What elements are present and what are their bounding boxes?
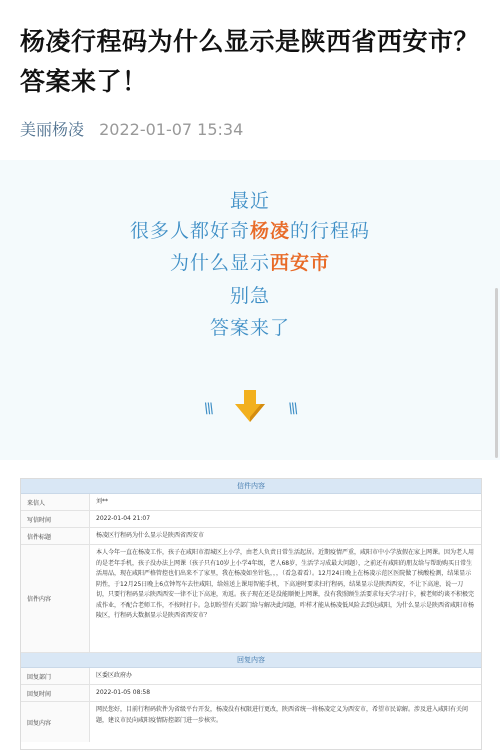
row-label: 写信时间: [21, 511, 90, 527]
row-label: 回复时间: [21, 685, 90, 701]
reply-body-text: 网民您好，目前行程码软件为省级平台开发，杨凌没有权限进行更改，陕西省统一将杨凌定义为西安市，希望市民谅解。涉及进入咸阳有关问题，建议市民向咸阳疫情防控部门进一步核实。: [96, 706, 469, 724]
row-label: 信件内容: [21, 545, 90, 652]
hero-line-2-pre: 很多人都好奇: [129, 220, 250, 242]
author-link[interactable]: 美丽杨凌: [20, 120, 85, 139]
row-value: 2022-01-05 08:58: [96, 688, 151, 696]
row-value: 杨凌区行程码为什么显示是陕西省西安市: [96, 531, 205, 539]
down-arrow-icon: [235, 390, 265, 428]
table-row: [21, 511, 481, 528]
article-title: 杨凌行程码为什么显示是陕西省西安市？答案来了！: [20, 27, 480, 96]
letter-section-title: 信件内容: [21, 479, 481, 494]
row-value: 区委区政府办: [96, 671, 133, 679]
hero-line-1: 最近: [229, 190, 270, 212]
table-row: [21, 545, 481, 653]
hero-banner: [0, 160, 500, 460]
slash-decoration-right: \\\: [288, 401, 297, 417]
table-row: [21, 702, 481, 742]
row-label: 回复内容: [21, 702, 90, 742]
hero-line-3: [0, 248, 500, 275]
table-row: [21, 668, 481, 685]
publish-time: 2022-01-07 15:34: [99, 120, 244, 139]
row-label: 回复部门: [21, 668, 90, 684]
page-scrollbar[interactable]: [495, 288, 498, 458]
hero-line-4: 别急: [229, 285, 270, 307]
letter-body-text: 本人今年一直在杨凌工作，孩子在咸阳市渭城区上小学，由老人负责日常生活起居。近期疫情严重，咸阳市中小学放假在家上网课。因为老人用的是老年手机，孩子没办法上网课（孩子只有10岁上小学4年级，老人68岁，生活学习成最大问题），之前还有咸阳的朋友给与帮助购买日常生活用品，现在咸阳严格管控也们出来不了家里，我在杨凌如坐针毡，，，（看急着看）。12月24日晚上在杨凌示范区医院做了核酸检测，结果显示阴性，于12月25日晚上6点钟驾车去往咸阳，给娃送上课用智能手机，下高速时要求扫行程码，结果显示是陕西西安，不让下高速，说一刀切，只要行程码显示陕西西安一律不让下高速，劝返。孩子现在还是没能顺便上网课，没有我照顾生活要求每天学习打卡，被老师约谈不积极完成作业，不配合老师工作，不按时打卡。急切盼望有关部门给与解决此问题，咋样才能从杨凌低风险去到达咸阳，为什么显示是陕西省咸阳市杨陵区，行程码大数据显示是陕西省西安市？: [96, 549, 475, 619]
hero-line-5: 答案来了: [209, 317, 290, 339]
reply-section-title: 回复内容: [21, 653, 481, 668]
row-label: 信件标题: [21, 528, 90, 544]
letter-screenshot: [20, 478, 482, 750]
table-row: [21, 685, 481, 702]
slash-decoration-left: \\\: [203, 401, 212, 417]
hero-line-3-pre: 为什么显示: [169, 252, 270, 274]
article-meta: [20, 117, 243, 140]
row-value: 刘**: [96, 497, 109, 505]
row-value: 2022-01-04 21:07: [96, 514, 151, 522]
hero-line-2: [0, 216, 500, 243]
table-row: [21, 528, 481, 545]
row-label: 来信人: [21, 494, 90, 510]
hero-highlight-xian: 西安市: [270, 252, 331, 274]
hero-arrow-row: [0, 390, 500, 428]
hero-highlight-yangling: 杨凌: [249, 220, 290, 242]
table-row: [21, 494, 481, 511]
hero-line-2-post: 的行程码: [290, 220, 371, 242]
